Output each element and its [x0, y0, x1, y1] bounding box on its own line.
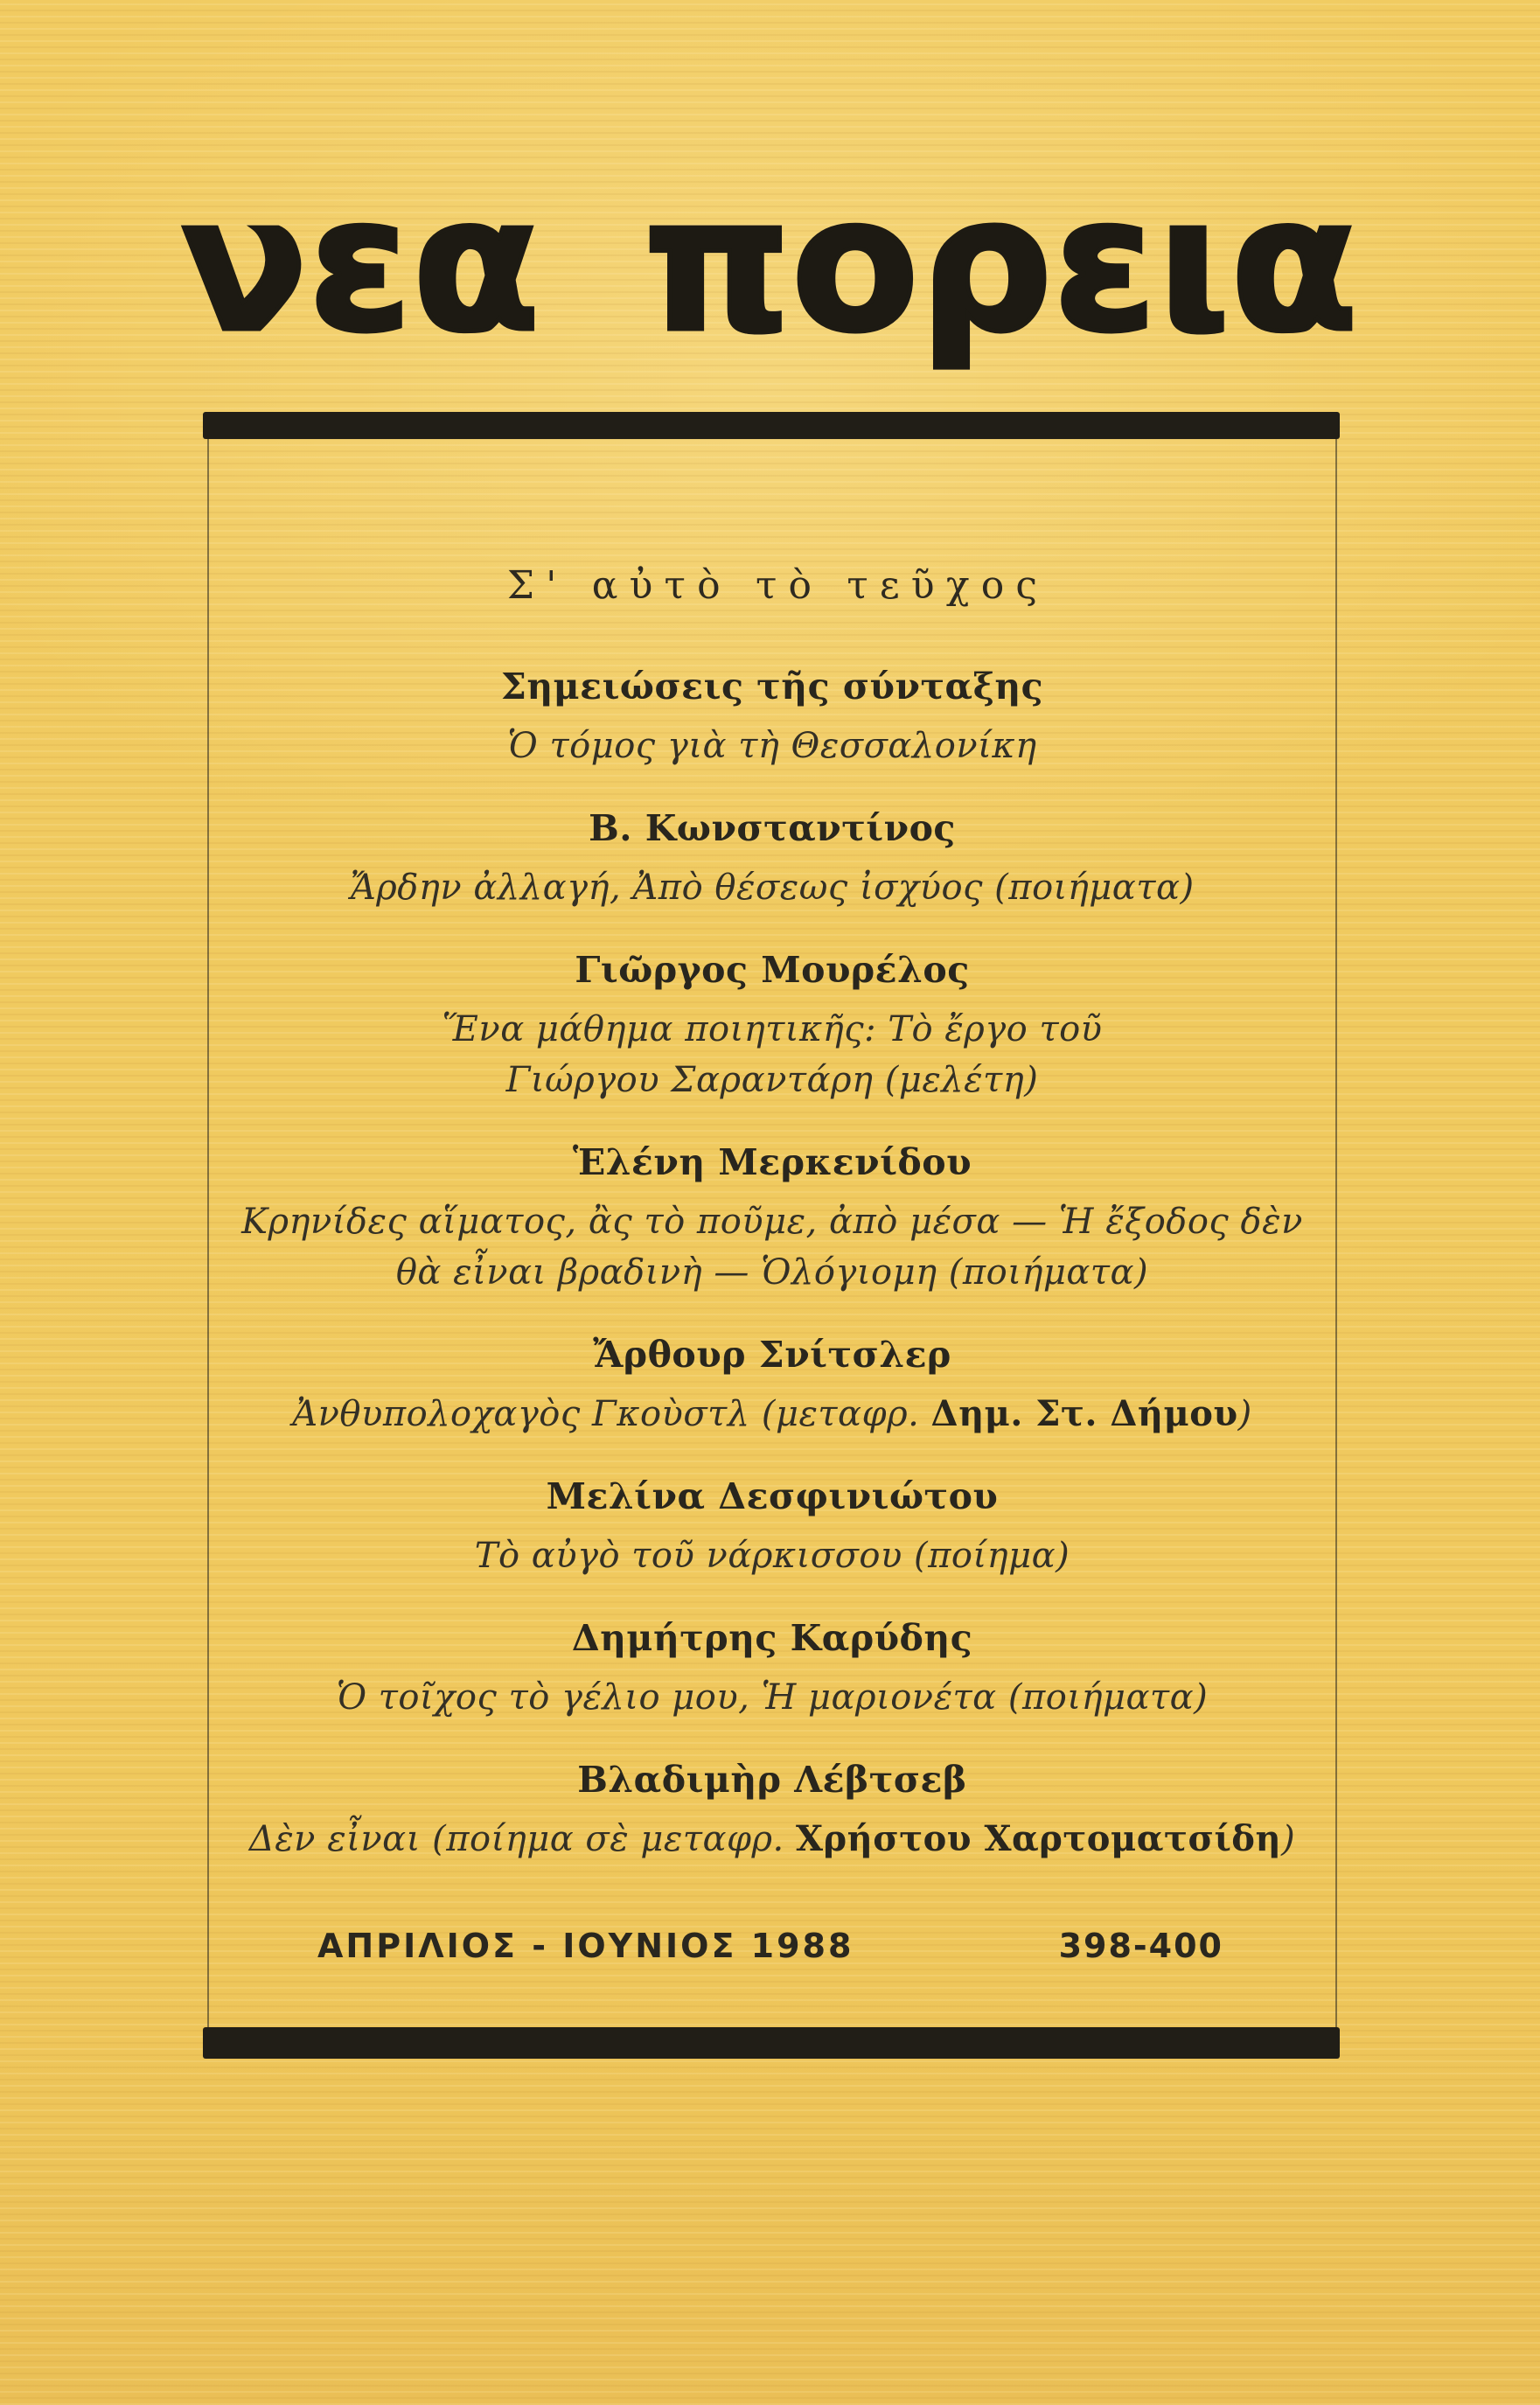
work-line-segment: θὰ εἶναι βραδινὴ — Ὁλόγιομη (ποιήματα): [395, 1252, 1149, 1293]
work-line-segment: ): [1281, 1819, 1296, 1859]
toc-entry-works: [209, 862, 1335, 913]
toc-entry-author: Βλαδιμὴρ Λέβτσεβ: [577, 1759, 967, 1801]
toc-entry-work-line: [209, 1055, 1335, 1105]
work-line-segment: Ἕνα μάθημα ποιητικῆς: Τὸ ἔργο τοῦ: [442, 1009, 1103, 1049]
toc-entry-author: Ἄρθουρ Σνίτσλερ: [593, 1334, 951, 1376]
issue-row: [209, 1921, 1335, 1971]
toc-entry-author: Σημειώσεις τῆς σύνταξης: [500, 666, 1044, 708]
top-rule: [203, 412, 1340, 439]
toc-entry-work-line: [209, 721, 1335, 771]
toc-entry-author: Δημήτρης Καρύδης: [571, 1617, 973, 1659]
toc-entry-works: [209, 1672, 1335, 1723]
toc-entry-author: Μελίνα Δεσφινιώτου: [546, 1475, 999, 1517]
toc-entry-works: [209, 1530, 1335, 1581]
toc-entry: [209, 1754, 1335, 1865]
toc-entry-works: [209, 1814, 1335, 1865]
toc-entry-work-line: [209, 1389, 1335, 1440]
work-line-segment: Κρηνίδες αἵματος, ἂς τὸ ποῦμε, ἀπὸ μέσα — Ἡ ἔξοδος δὲν: [241, 1202, 1303, 1242]
work-line-bold-segment: Δημ. Στ. Δήμου: [930, 1393, 1238, 1434]
issue-period: ΑΠΡΙΛΙΟΣ - ΙΟΥΝΙΟΣ 1988: [317, 1927, 854, 1965]
journal-title: [0, 138, 1540, 392]
toc-entry-work-line: [209, 1196, 1335, 1247]
work-line-segment: Ὁ τόμος γιὰ τὴ Θεσσαλονίκη: [507, 726, 1037, 766]
work-line-segment: Ἄρδην ἀλλαγή, Ἀπὸ θέσεως ἰσχύος (ποιήματα): [350, 868, 1195, 908]
toc-entry-work-line: [209, 1247, 1335, 1298]
toc-entry-works: [209, 1196, 1335, 1298]
toc-entries: [209, 661, 1335, 1865]
toc-entry: [209, 803, 1335, 913]
toc-heading: Σ' αὐτὸ τὸ τεῦχος: [506, 563, 1049, 608]
work-line-segment: Τὸ αὐγὸ τοῦ νάρκισσου (ποίημα): [474, 1536, 1070, 1576]
table-of-contents-box: [207, 439, 1337, 2027]
journal-title-word-2: πορεια: [644, 157, 1359, 373]
journal-title-word-1: νεα: [181, 157, 541, 373]
toc-entry: [209, 1471, 1335, 1581]
toc-entry-works: [209, 1004, 1335, 1105]
toc-entry-works: [209, 1389, 1335, 1440]
work-line-segment: ): [1237, 1394, 1252, 1434]
toc-entry-works: [209, 721, 1335, 771]
issue-numbers: 398-400: [1058, 1927, 1223, 1965]
toc-entry: [209, 1613, 1335, 1723]
work-line-segment: Ὁ τοῖχος τὸ γέλιο μου, Ἡ μαριονέτα (ποιήματα): [336, 1677, 1209, 1718]
work-line-segment: Ἀνθυπολοχαγὸς Γκοὺστλ (μεταφρ.: [292, 1394, 931, 1434]
toc-entry-work-line: [209, 862, 1335, 913]
toc-entry-author: Β. Κωνσταντίνος: [589, 807, 956, 849]
toc-entry: [209, 945, 1335, 1105]
bottom-rule: [203, 2027, 1340, 2059]
toc-entry-author: Γιῶργος Μουρέλος: [575, 949, 970, 991]
work-line-segment: Δὲν εἶναι (ποίημα σὲ μεταφρ.: [248, 1819, 796, 1859]
toc-entry: [209, 1329, 1335, 1440]
toc-entry: [209, 1137, 1335, 1298]
toc-entry-work-line: [209, 1530, 1335, 1581]
toc-entry-author: Ἑλένη Μερκενίδου: [572, 1141, 972, 1183]
toc-entry-work-line: [209, 1814, 1335, 1865]
toc-entry-work-line: [209, 1004, 1335, 1055]
work-line-bold-segment: Χρήστου Χαρτοματσίδη: [795, 1818, 1282, 1859]
toc-entry: [209, 661, 1335, 771]
work-line-segment: Γιώργου Σαραντάρη (μελέτη): [505, 1060, 1039, 1100]
toc-entry-work-line: [209, 1672, 1335, 1723]
